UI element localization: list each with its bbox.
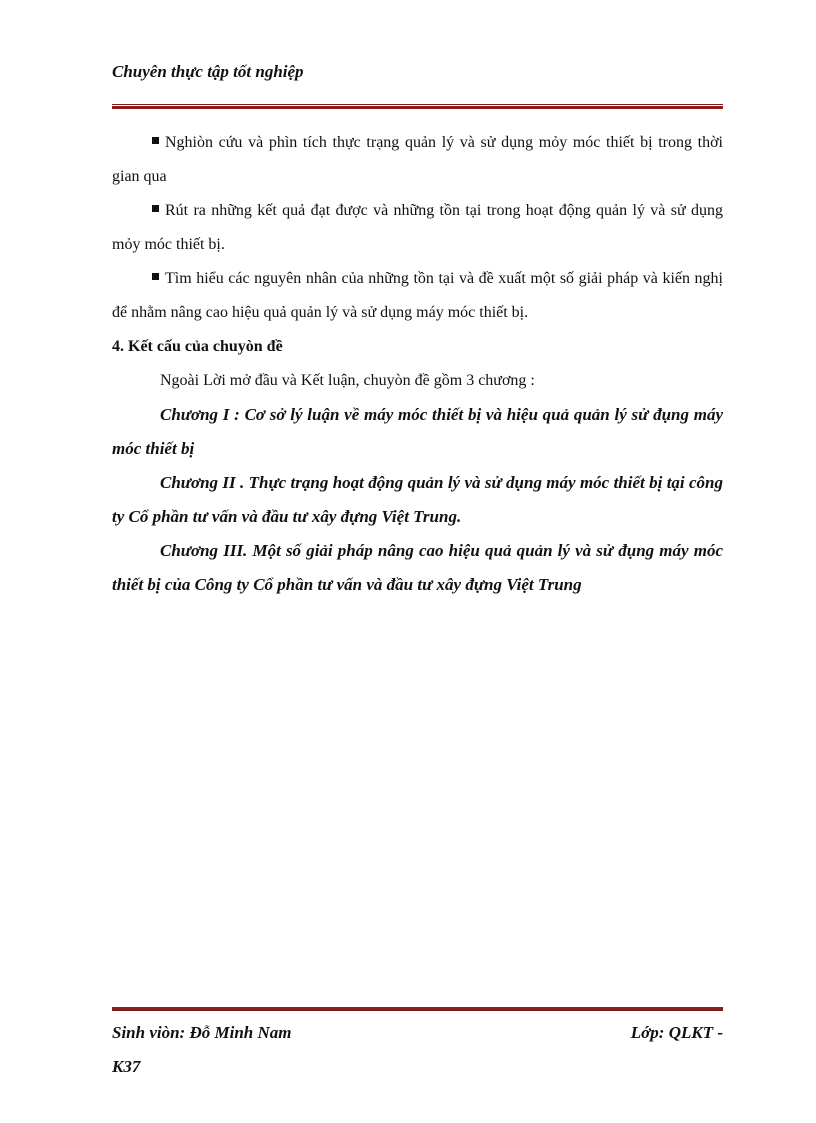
header-rule [112,104,723,109]
footer-class-label: Lớp: QLKT - [630,1023,723,1042]
section-intro: Ngoài Lời mở đầu và Kết luận, chuyòn đề gồm 3 chương : [160,372,535,389]
footer-student-name: Sinh viòn: Đỗ Minh Nam [112,1023,292,1042]
section-heading: 4. Kết cấu của chuyòn đề [112,338,283,355]
bullet-square-icon [152,205,159,212]
bullet-square-icon [152,137,159,144]
chapter-3: Chương III. Một số giải pháp nâng cao hiệu quả quản lý và sử đụng máy móc thiết bị của Công ty Cổ phần tư vấn và đầu tư xây đựng Việt Trung [112,541,723,594]
footer-class-continuation: K37 [112,1057,141,1076]
page-header-title: Chuyên thực tập tốt nghiệp [112,62,304,81]
document-body [112,126,723,602]
page-footer [112,1016,723,1084]
bullet-paragraph: Nghiòn cứu và phìn tích thực trạng quản lý và sử dụng mỏy móc thiết bị trong thời gian qua [112,134,723,185]
bullet-square-icon [152,273,159,280]
footer-rule [112,1006,723,1011]
bullet-paragraph: Rút ra những kết quả đạt được và những tồn tại trong hoạt động quản lý và sử dụng mỏy móc thiết bị. [112,202,723,253]
chapter-2: Chương II . Thực trạng hoạt động quản lý và sử dụng máy móc thiết bị tại công ty Cổ phần tư vấn và đầu tư xây đựng Việt Trung. [112,473,723,526]
bullet-paragraph: Tìm hiểu các nguyên nhân của những tồn tại và đề xuất một số giải pháp và kiến nghị để nhằm nâng cao hiệu quả quản lý và sử dụng máy móc thiết bị. [112,270,723,321]
chapter-1: Chương I : Cơ sở lý luận về máy móc thiết bị và hiệu quả quản lý sử đụng máy móc thiết bị [112,405,723,458]
